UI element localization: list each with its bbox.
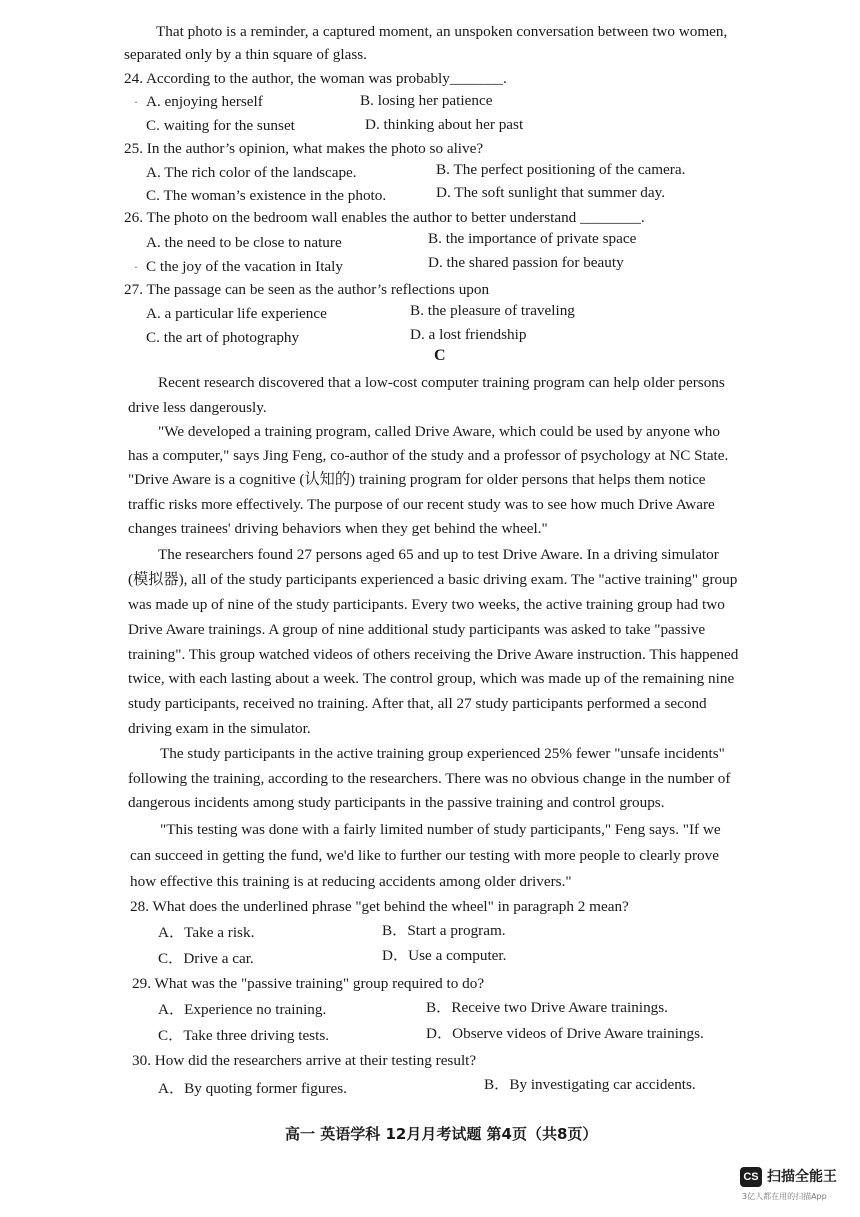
passage-c-line: how effective this training is at reducing accidents among older drivers." [130,873,572,890]
scanner-watermark [740,1167,840,1207]
answer-option: A．Experience no training. [158,1001,327,1018]
passage-c-line: changes trainees' driving behaviors when they get behind the wheel." [128,520,548,537]
passage-c-line: twice, with each lasting about a week. The control group, which was made up of the remaining nine [128,670,735,687]
question-stem: 26. The photo on the bedroom wall enables the author to better understand ________. [124,209,645,226]
scanner-tagline: 3亿人都在用的扫描App [742,1192,827,1201]
question-stem: 30. How did the researchers arrive at their testing result? [132,1052,477,1069]
answer-option: A. The rich color of the landscape. [146,164,357,181]
answer-option: D. the shared passion for beauty [428,254,624,271]
passage-c-line: driving exam in the simulator. [128,720,311,737]
answer-option: D. thinking about her past [365,116,524,133]
answer-option: D. The soft sunlight that summer day. [436,184,666,201]
answer-option: A．By quoting former figures. [158,1080,347,1097]
pencil-mark-icon: · [134,95,138,109]
answer-option: A. enjoying herself [146,93,263,110]
answer-option: C. The woman’s existence in the photo. [146,187,387,204]
passage-c-line: has a computer," says Jing Feng, co-author of the study and a professor of psychology at NC State. [128,447,729,464]
passage-c-line: "This testing was done with a fairly limited number of study participants," Feng says. "If we [160,821,721,838]
scanner-app-name: 扫描全能王 [767,1169,837,1185]
passage-c-line: (模拟器), all of the study participants experienced a basic driving exam. The "active training" group [128,571,738,588]
passage-c-line: following the training, according to the researchers. There was no obvious change in the number of [128,770,731,787]
question-stem: 28. What does the underlined phrase "get behind the wheel" in paragraph 2 mean? [130,898,629,915]
answer-option: C．Drive a car. [158,950,254,967]
passage-c-line: The researchers found 27 persons aged 65 and up to test Drive Aware. In a driving simulator [158,546,719,563]
passage-c-line: "Drive Aware is a cognitive (认知的) training program for older persons that helps them notice [128,471,706,488]
answer-option: B．By investigating car accidents. [484,1076,696,1093]
answer-option: B．Receive two Drive Aware trainings. [426,999,668,1016]
passage-c-line: Recent research discovered that a low-cost computer training program can help older persons [158,374,725,391]
answer-option: C. the art of photography [146,329,300,346]
question-stem: 25. In the author’s opinion, what makes the photo so alive? [124,140,484,157]
passage-c-line: dangerous incidents among study participants in the passive training and control groups. [128,794,665,811]
answer-option: A. a particular life experience [146,305,327,322]
answer-option: C. waiting for the sunset [146,117,295,134]
passage-c-line: drive less dangerously. [128,399,267,416]
question-stem: 29. What was the "passive training" group required to do? [132,975,485,992]
answer-option: D. a lost friendship [410,326,527,343]
answer-option: B. the importance of private space [428,230,637,247]
passage-b-line: separated only by a thin square of glass. [124,46,367,63]
answer-option: B. The perfect positioning of the camera. [436,161,686,178]
answer-option: B．Start a program. [382,922,506,939]
camscanner-logo-icon: CS [740,1167,762,1187]
answer-option: D．Observe videos of Drive Aware trainings. [426,1025,704,1042]
passage-c-line: "We developed a training program, called Drive Aware, which could be used by anyone who [158,423,720,440]
passage-c-line: can succeed in getting the fund, we'd like to further our testing with more people to clearly prove [130,847,719,864]
answer-option: C．Take three driving tests. [158,1027,330,1044]
answer-option: C the joy of the vacation in Italy [146,258,343,275]
passage-b-line: That photo is a reminder, a captured moment, an unspoken conversation between two women, [156,23,728,40]
section-label: C [434,347,446,364]
answer-option: A. the need to be close to nature [146,234,342,251]
answer-option: D．Use a computer. [382,947,507,964]
pencil-mark-icon: · [134,260,138,274]
answer-option: B. losing her patience [360,92,493,109]
passage-c-line: Drive Aware trainings. A group of nine additional study participants was asked to take "passive [128,621,706,638]
question-stem: 24. According to the author, the woman was probably_______. [124,70,507,87]
page-footer: 高一 英语学科 12月月考试题 第4页（共8页） [285,1125,598,1143]
passage-c-line: study participants, received no training. After that, all 27 study participants performed a second [128,695,707,712]
passage-c-line: was made up of nine of the study participants. Every two weeks, the active training group had two [128,596,725,613]
passage-c-line: training". This group watched videos of others receiving the Drive Aware instruction. This happened [128,646,739,663]
answer-option: A．Take a risk. [158,924,255,941]
passage-c-line: The study participants in the active training group experienced 25% fewer "unsafe incidents" [160,745,725,762]
passage-c-line: traffic risks more effectively. The purpose of our recent study was to see how much Drive Aware [128,496,715,513]
question-stem: 27. The passage can be seen as the author’s reflections upon [124,281,490,298]
answer-option: B. the pleasure of traveling [410,302,575,319]
